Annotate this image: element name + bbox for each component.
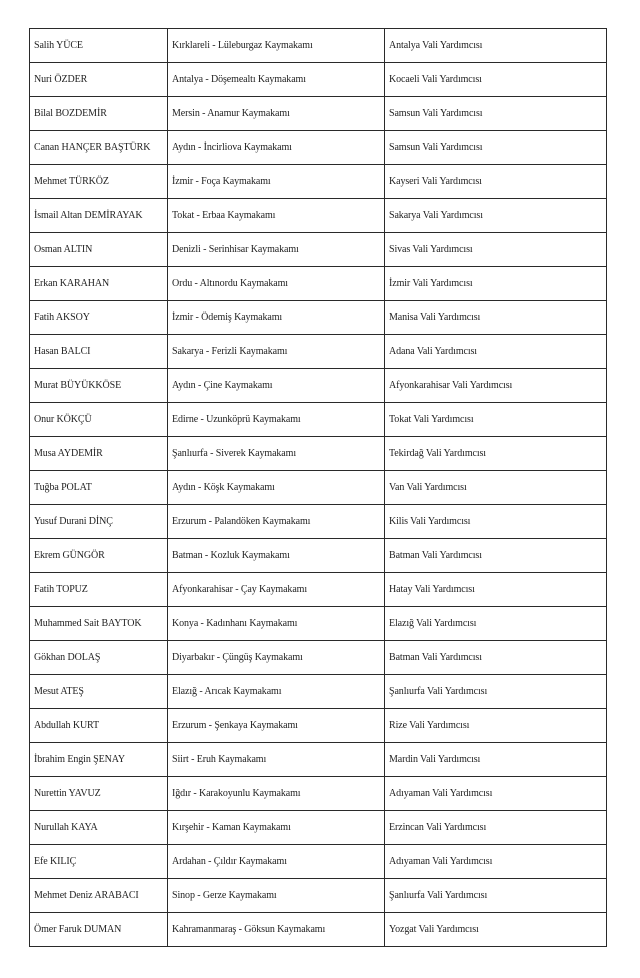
current-post-cell: Sinop - Gerze Kaymakamı: [168, 879, 385, 913]
table-row: [30, 743, 607, 777]
current-post-cell: Ordu - Altınordu Kaymakamı: [168, 267, 385, 301]
new-post-cell: Elazığ Vali Yardımcısı: [385, 607, 607, 641]
current-post-cell: Antalya - Döşemealtı Kaymakamı: [168, 63, 385, 97]
current-post-cell: Tokat - Erbaa Kaymakamı: [168, 199, 385, 233]
new-post-cell: Mardin Vali Yardımcısı: [385, 743, 607, 777]
new-post-cell: Tekirdağ Vali Yardımcısı: [385, 437, 607, 471]
new-post-cell: Erzincan Vali Yardımcısı: [385, 811, 607, 845]
table-row: [30, 539, 607, 573]
table-row: [30, 165, 607, 199]
new-post-cell: Batman Vali Yardımcısı: [385, 539, 607, 573]
new-post-cell: Kayseri Vali Yardımcısı: [385, 165, 607, 199]
official-name-cell: İbrahim Engin ŞENAY: [30, 743, 168, 777]
official-name-cell: Osman ALTIN: [30, 233, 168, 267]
official-name-cell: Nurettin YAVUZ: [30, 777, 168, 811]
official-name-cell: Mehmet TÜRKÖZ: [30, 165, 168, 199]
official-name-cell: Mehmet Deniz ARABACI: [30, 879, 168, 913]
table-row: [30, 369, 607, 403]
current-post-cell: Denizli - Serinhisar Kaymakamı: [168, 233, 385, 267]
table-row: [30, 641, 607, 675]
official-name-cell: Efe KILIÇ: [30, 845, 168, 879]
table-row: [30, 913, 607, 947]
current-post-cell: Siirt - Eruh Kaymakamı: [168, 743, 385, 777]
table-row: [30, 97, 607, 131]
official-name-cell: Gökhan DOLAŞ: [30, 641, 168, 675]
current-post-cell: Edirne - Uzunköprü Kaymakamı: [168, 403, 385, 437]
table-row: [30, 131, 607, 165]
current-post-cell: Şanlıurfa - Siverek Kaymakamı: [168, 437, 385, 471]
official-name-cell: Musa AYDEMİR: [30, 437, 168, 471]
current-post-cell: Iğdır - Karakoyunlu Kaymakamı: [168, 777, 385, 811]
new-post-cell: Adıyaman Vali Yardımcısı: [385, 777, 607, 811]
new-post-cell: Adana Vali Yardımcısı: [385, 335, 607, 369]
new-post-cell: Van Vali Yardımcısı: [385, 471, 607, 505]
new-post-cell: Manisa Vali Yardımcısı: [385, 301, 607, 335]
table-row: [30, 709, 607, 743]
official-name-cell: Canan HANÇER BAŞTÜRK: [30, 131, 168, 165]
table-row: [30, 505, 607, 539]
current-post-cell: Kahramanmaraş - Göksun Kaymakamı: [168, 913, 385, 947]
table-row: [30, 403, 607, 437]
current-post-cell: Aydın - Köşk Kaymakamı: [168, 471, 385, 505]
official-name-cell: Ömer Faruk DUMAN: [30, 913, 168, 947]
new-post-cell: Şanlıurfa Vali Yardımcısı: [385, 675, 607, 709]
current-post-cell: Aydın - Çine Kaymakamı: [168, 369, 385, 403]
current-post-cell: Afyonkarahisar - Çay Kaymakamı: [168, 573, 385, 607]
new-post-cell: Samsun Vali Yardımcısı: [385, 131, 607, 165]
table-row: [30, 437, 607, 471]
official-name-cell: Abdullah KURT: [30, 709, 168, 743]
official-name-cell: Ekrem GÜNGÖR: [30, 539, 168, 573]
table-row: [30, 777, 607, 811]
new-post-cell: Yozgat Vali Yardımcısı: [385, 913, 607, 947]
current-post-cell: Kırklareli - Lüleburgaz Kaymakamı: [168, 29, 385, 63]
table-row: [30, 199, 607, 233]
table-row: [30, 471, 607, 505]
official-name-cell: Tuğba POLAT: [30, 471, 168, 505]
assignments-table-body: [30, 29, 607, 947]
current-post-cell: Mersin - Anamur Kaymakamı: [168, 97, 385, 131]
new-post-cell: Hatay Vali Yardımcısı: [385, 573, 607, 607]
assignments-table: [29, 28, 607, 947]
table-row: [30, 301, 607, 335]
new-post-cell: Batman Vali Yardımcısı: [385, 641, 607, 675]
official-name-cell: Fatih TOPUZ: [30, 573, 168, 607]
new-post-cell: Rize Vali Yardımcısı: [385, 709, 607, 743]
official-name-cell: Bilal BOZDEMİR: [30, 97, 168, 131]
new-post-cell: İzmir Vali Yardımcısı: [385, 267, 607, 301]
official-name-cell: Murat BÜYÜKKÖSE: [30, 369, 168, 403]
new-post-cell: Tokat Vali Yardımcısı: [385, 403, 607, 437]
current-post-cell: Erzurum - Şenkaya Kaymakamı: [168, 709, 385, 743]
official-name-cell: Nurullah KAYA: [30, 811, 168, 845]
table-row: [30, 607, 607, 641]
new-post-cell: Antalya Vali Yardımcısı: [385, 29, 607, 63]
new-post-cell: Sivas Vali Yardımcısı: [385, 233, 607, 267]
current-post-cell: Kırşehir - Kaman Kaymakamı: [168, 811, 385, 845]
table-row: [30, 675, 607, 709]
current-post-cell: İzmir - Foça Kaymakamı: [168, 165, 385, 199]
new-post-cell: Samsun Vali Yardımcısı: [385, 97, 607, 131]
table-row: [30, 879, 607, 913]
new-post-cell: Kilis Vali Yardımcısı: [385, 505, 607, 539]
table-row: [30, 233, 607, 267]
current-post-cell: Konya - Kadınhanı Kaymakamı: [168, 607, 385, 641]
table-row: [30, 811, 607, 845]
official-name-cell: Salih YÜCE: [30, 29, 168, 63]
new-post-cell: Adıyaman Vali Yardımcısı: [385, 845, 607, 879]
current-post-cell: Aydın - İncirliova Kaymakamı: [168, 131, 385, 165]
official-name-cell: İsmail Altan DEMİRAYAK: [30, 199, 168, 233]
current-post-cell: Ardahan - Çıldır Kaymakamı: [168, 845, 385, 879]
official-name-cell: Nuri ÖZDER: [30, 63, 168, 97]
official-name-cell: Erkan KARAHAN: [30, 267, 168, 301]
official-name-cell: Muhammed Sait BAYTOK: [30, 607, 168, 641]
current-post-cell: Sakarya - Ferizli Kaymakamı: [168, 335, 385, 369]
table-row: [30, 335, 607, 369]
official-name-cell: Fatih AKSOY: [30, 301, 168, 335]
table-row: [30, 845, 607, 879]
new-post-cell: Sakarya Vali Yardımcısı: [385, 199, 607, 233]
current-post-cell: İzmir - Ödemiş Kaymakamı: [168, 301, 385, 335]
table-row: [30, 29, 607, 63]
table-row: [30, 267, 607, 301]
current-post-cell: Batman - Kozluk Kaymakamı: [168, 539, 385, 573]
official-name-cell: Mesut ATEŞ: [30, 675, 168, 709]
official-name-cell: Onur KÖKÇÜ: [30, 403, 168, 437]
current-post-cell: Diyarbakır - Çüngüş Kaymakamı: [168, 641, 385, 675]
new-post-cell: Kocaeli Vali Yardımcısı: [385, 63, 607, 97]
official-name-cell: Hasan BALCI: [30, 335, 168, 369]
table-row: [30, 63, 607, 97]
table-row: [30, 573, 607, 607]
current-post-cell: Elazığ - Arıcak Kaymakamı: [168, 675, 385, 709]
new-post-cell: Afyonkarahisar Vali Yardımcısı: [385, 369, 607, 403]
official-name-cell: Yusuf Durani DİNÇ: [30, 505, 168, 539]
new-post-cell: Şanlıurfa Vali Yardımcısı: [385, 879, 607, 913]
current-post-cell: Erzurum - Palandöken Kaymakamı: [168, 505, 385, 539]
